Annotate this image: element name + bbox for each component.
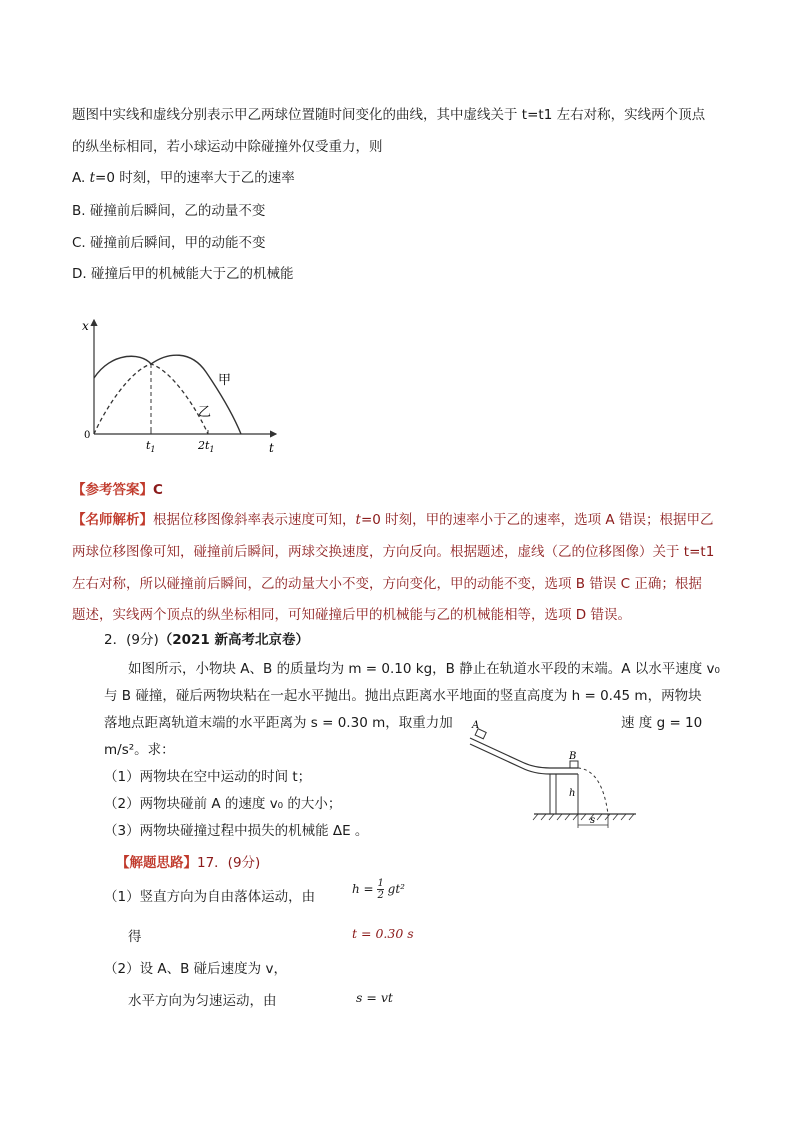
question2-line4: m/s²。求：	[104, 742, 175, 758]
question2-source: （2021 新高考北京卷）	[158, 632, 309, 648]
answer-label: 【参考答案】	[72, 482, 153, 498]
position-time-graph	[76, 312, 286, 460]
analysis-line1-b: =0 时刻，甲的速率小于乙的速率，选项 A 错误；根据甲乙	[360, 512, 714, 528]
formula1-lhs: h =	[352, 882, 374, 896]
label-b: B	[569, 751, 577, 762]
result1: t = 0.30 s	[352, 926, 414, 941]
option-c: C. 碰撞前后瞬间，甲的动能不变	[72, 235, 266, 251]
block-b	[570, 761, 578, 768]
label-a: A	[472, 720, 480, 731]
ground-hatching	[533, 814, 634, 820]
t1-label: $t_1$	[146, 439, 156, 454]
option-a-prefix: A.	[72, 170, 86, 186]
solution-step1: （1）竖直方向为自由落体运动，由	[104, 889, 316, 905]
formula1-rhs: gt²	[387, 882, 405, 896]
formula1-num: 1	[377, 878, 384, 889]
analysis-line4: 题述，实线两个顶点的纵坐标相同，可知碰撞后甲的机械能与乙的机械能相等，选项 D 错误。	[72, 607, 631, 623]
option-a-text: =0 时刻，甲的速率大于乙的速率	[95, 170, 295, 186]
solution-header	[116, 851, 260, 871]
question2-sub2: （2）两物块碰前 A 的速度 v₀ 的大小；	[104, 796, 342, 812]
question2-line2: 与 B 碰撞，碰后两物块粘在一起水平抛出。抛出点距离水平地面的竖直高度为 h = 0.45 m，两物块	[104, 688, 702, 704]
label-s: s	[590, 815, 596, 826]
question2-sub3: （3）两物块碰撞过程中损失的机械能 ΔE 。	[104, 823, 369, 839]
question2-number: 2．(9分)	[104, 632, 159, 648]
solution-step2: （2）设 A、B 碰后速度为 v，	[104, 961, 287, 977]
x-axis-label: t	[269, 441, 274, 455]
solution-header-rest: 17．(9分)	[197, 855, 261, 871]
formula2: s = vt	[356, 990, 393, 1005]
y-axis-label: x	[82, 319, 89, 333]
question2-sub1: （1）两物块在空中运动的时间 t；	[104, 769, 312, 785]
formula1-den: 2	[377, 890, 384, 901]
option-b: B. 碰撞前后瞬间，乙的动量不变	[72, 203, 266, 219]
formula1	[352, 878, 405, 901]
solution-step2b: 水平方向为匀速运动，由	[128, 993, 277, 1009]
analysis-line1-var: t	[355, 512, 361, 528]
question2-line3a: 落地点距离轨道末端的水平距离为 s = 0.30 m，取重力加	[104, 715, 453, 731]
question1-stem-line2: 的纵坐标相同，若小球运动中除碰撞外仅受重力，则	[72, 139, 383, 155]
analysis-line1-a: 根据位移图像斜率表示速度可知，	[153, 512, 356, 528]
solution-step1b: 得	[128, 929, 142, 945]
option-a-var: t	[89, 170, 96, 186]
analysis-label: 【名师解析】	[72, 512, 153, 528]
origin-label: 0	[84, 430, 91, 441]
formula1-fraction	[377, 878, 383, 901]
solution-label: 【解题思路】	[116, 855, 197, 871]
answer1	[72, 478, 163, 498]
track-bottom	[470, 744, 578, 774]
question2-line1: 如图所示，小物块 A、B 的质量均为 m = 0.10 kg，B 静止在轨道水平段的末端。A 以水平速度 v₀	[128, 661, 720, 677]
question1-stem-line1: 题图中实线和虚线分别表示甲乙两球位置随时间变化的曲线，其中虚线关于 t=t1 左右对称，实线两个顶点	[72, 107, 706, 123]
answer-value: C	[153, 482, 163, 498]
option-a	[72, 166, 295, 186]
trajectory	[578, 768, 608, 814]
label-yi: 乙	[198, 405, 212, 420]
track-top	[470, 738, 578, 768]
2t1-label: $2t_1$	[198, 439, 215, 454]
solid-curve-jia	[94, 355, 241, 434]
analysis-line3: 左右对称，所以碰撞前后瞬间，乙的动量大小不变，方向变化，甲的动能不变，选项 B 错误 C 正确；根据	[72, 576, 702, 592]
question2-line3b: 速 度 g = 10	[621, 715, 703, 731]
question2-header	[104, 628, 309, 648]
analysis-line1	[72, 508, 713, 528]
label-h: h	[569, 788, 576, 799]
track-figure	[462, 716, 642, 834]
label-jia: 甲	[218, 373, 232, 388]
option-d: D. 碰撞后甲的机械能大于乙的机械能	[72, 266, 294, 282]
analysis-line2: 两球位移图像可知，碰撞前后瞬间，两球交换速度，方向反向。根据题述，虚线（乙的位移图像）关于 t=t1	[72, 544, 715, 560]
